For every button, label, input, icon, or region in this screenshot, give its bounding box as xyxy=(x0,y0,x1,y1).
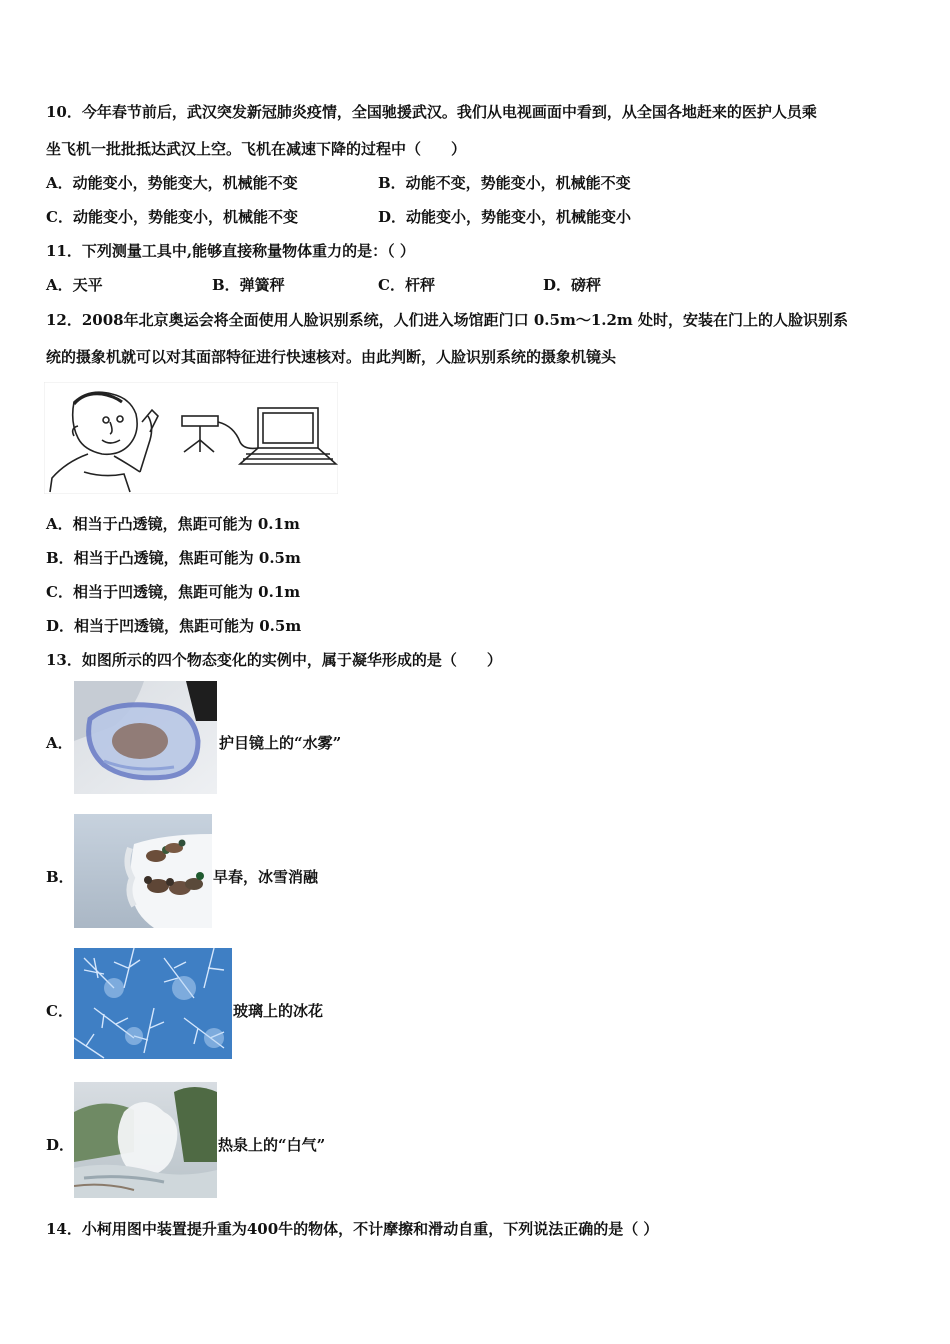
q12-option-a: A．相当于凸透镜，焦距可能为 0.1m xyxy=(46,515,300,533)
q13-option-b-caption: 早春，冰雪消融 xyxy=(213,868,319,886)
q13-option-b-label: B． xyxy=(46,868,74,886)
q12-stem-line2: 统的摄象机就可以对其面部特征进行快速核对。由此判断，人脸识别系统的摄象机镜头 xyxy=(46,348,617,366)
face-recognition-illustration xyxy=(44,382,338,494)
frost-flowers-photo xyxy=(74,948,232,1059)
q10-option-a: A．动能变小，势能变大，机械能不变 xyxy=(46,174,298,192)
q12-option-d: D．相当于凹透镜，焦距可能为 0.5m xyxy=(46,617,302,635)
goggles-fog-photo xyxy=(74,681,217,794)
q13-option-d-label: D． xyxy=(46,1136,75,1154)
q10-option-b: B．动能不变，势能变小，机械能不变 xyxy=(378,174,631,192)
q13-option-a-label: A． xyxy=(46,734,73,752)
q10-option-c: C．动能变小，势能变小，机械能不变 xyxy=(46,208,298,226)
q13-stem: 13．如图所示的四个物态变化的实例中，属于凝华形成的是（ ） xyxy=(46,651,502,669)
q12-stem-line1: 12．2008年北京奥运会将全面使用人脸识别系统，人们进入场馆距门口 0.5m～1.2m 处时，安装在门上的人脸识别系 xyxy=(46,311,849,329)
ducks-snow-photo xyxy=(74,814,212,928)
q14-stem: 14．小柯用图中装置提升重为400牛的物体，不计摩擦和滑动自重，下列说法正确的是（ ） xyxy=(46,1220,659,1238)
q13-option-d-caption: 热泉上的“白气” xyxy=(218,1136,326,1154)
q13-option-c-label: C． xyxy=(46,1002,73,1020)
q13-option-c-caption: 玻璃上的冰花 xyxy=(233,1002,324,1020)
q10-stem-line1: 10．今年春节前后，武汉突发新冠肺炎疫情，全国驰援武汉。我们从电视画面中看到，从全国各地赶来的医护人员乘 xyxy=(46,103,817,121)
q10-stem-line2: 坐飞机一批批抵达武汉上空。飞机在减速下降的过程中（ ） xyxy=(46,140,467,158)
q11-stem: 11．下列测量工具中,能够直接称量物体重力的是：（ ） xyxy=(46,242,415,260)
q13-option-a-caption: 护目镜上的“水雾” xyxy=(219,734,342,752)
q11-option-c: C．杆秤 xyxy=(378,276,435,294)
hot-spring-steam-photo xyxy=(74,1082,217,1198)
q12-option-c: C．相当于凹透镜，焦距可能为 0.1m xyxy=(46,583,301,601)
q12-option-b: B．相当于凸透镜，焦距可能为 0.5m xyxy=(46,549,301,567)
q10-option-d: D．动能变小，势能变小，机械能变小 xyxy=(378,208,632,226)
q11-option-d: D．磅秤 xyxy=(543,276,602,294)
q11-option-b: B．弹簧秤 xyxy=(212,276,285,294)
q11-option-a: A．天平 xyxy=(46,276,103,294)
